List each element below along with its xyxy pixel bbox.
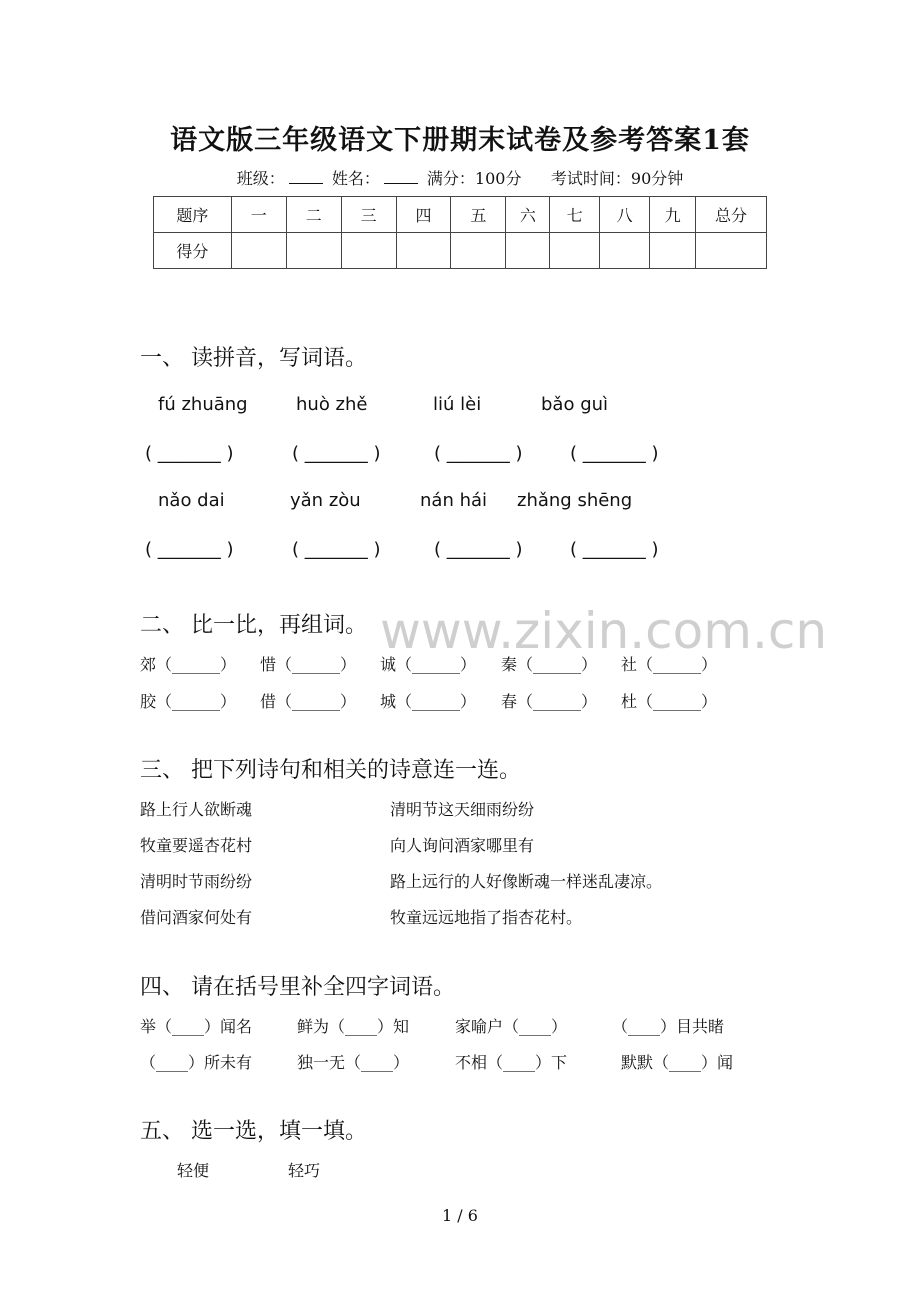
score-cell[interactable]	[550, 233, 600, 269]
header-cell: 九	[650, 197, 696, 233]
score-cell[interactable]	[650, 233, 696, 269]
header-cell: 总分	[696, 197, 767, 233]
score-row	[154, 233, 767, 269]
compare-item[interactable]: 诚（______）	[380, 655, 477, 674]
pinyin-item: zhǎng shēng	[517, 490, 633, 511]
header-cell: 七	[550, 197, 600, 233]
idiom-item[interactable]: 不相（____）下	[455, 1053, 568, 1072]
header-cell: 题序	[154, 197, 232, 233]
score-table	[153, 196, 767, 269]
poem-meaning: 向人询问酒家哪里有	[390, 836, 535, 855]
compare-item[interactable]: 杜（______）	[621, 692, 718, 711]
page-number: 1 / 6	[442, 1206, 478, 1225]
score-cell[interactable]	[600, 233, 650, 269]
name-label: 姓名：	[331, 169, 380, 188]
idiom-item[interactable]: （____）目共睹	[612, 1017, 725, 1036]
compare-item[interactable]: 郊（______）	[140, 655, 237, 674]
score-cell[interactable]	[341, 233, 396, 269]
compare-item[interactable]: 借（______）	[260, 692, 357, 711]
pinyin-item: huò zhě	[296, 394, 368, 415]
idiom-item[interactable]: 独一无（____）	[297, 1053, 410, 1072]
poem-line: 借问酒家何处有	[140, 908, 253, 927]
header-cell: 三	[341, 197, 396, 233]
word-choice: 轻便	[177, 1161, 210, 1180]
compare-item[interactable]: 秦（______）	[501, 655, 598, 674]
poem-meaning: 路上远行的人好像断魂一样迷乱凄凉。	[390, 872, 663, 891]
score-cell[interactable]	[506, 233, 550, 269]
idiom-item[interactable]: 默默（____）闻	[621, 1053, 734, 1072]
score-cell[interactable]	[396, 233, 451, 269]
answer-blank[interactable]: ( _______ )	[570, 539, 659, 560]
header-cell: 一	[231, 197, 286, 233]
answer-blank[interactable]: ( _______ )	[570, 443, 659, 464]
exam-info	[0, 166, 920, 189]
pinyin-item: fú zhuāng	[158, 394, 248, 415]
watermark: www.zixin.com.cn	[380, 602, 828, 660]
poem-line: 牧童要遥杏花村	[140, 836, 253, 855]
header-cell: 四	[396, 197, 451, 233]
compare-item[interactable]: 胶（______）	[140, 692, 237, 711]
score-cell[interactable]	[286, 233, 341, 269]
section5-heading: 五、 选一选，填一填。	[140, 1119, 367, 1144]
word-choice: 轻巧	[288, 1161, 321, 1180]
section3-heading: 三、 把下列诗句和相关的诗意连一连。	[140, 758, 521, 783]
answer-blank[interactable]: ( _______ )	[145, 539, 234, 560]
poem-meaning: 清明节这天细雨纷纷	[390, 800, 535, 819]
compare-item[interactable]: 城（______）	[380, 692, 477, 711]
header-cell: 二	[286, 197, 341, 233]
answer-blank[interactable]: ( _______ )	[145, 443, 234, 464]
poem-line: 路上行人欲断魂	[140, 800, 253, 819]
header-cell: 八	[600, 197, 650, 233]
score-cell[interactable]	[696, 233, 767, 269]
section4-heading: 四、 请在括号里补全四字词语。	[140, 975, 455, 1000]
answer-blank[interactable]: ( _______ )	[434, 443, 523, 464]
answer-blank[interactable]: ( _______ )	[434, 539, 523, 560]
pinyin-item: nǎo dai	[158, 490, 225, 511]
section1-heading: 一、 读拼音，写词语。	[140, 346, 367, 371]
idiom-item[interactable]: 家喻户（____）	[455, 1017, 568, 1036]
score-cell[interactable]	[451, 233, 506, 269]
page-title: 语文版三年级语文下册期末试卷及参考答案1套	[170, 125, 750, 156]
score-header-row	[154, 197, 767, 233]
pinyin-item: yǎn zòu	[290, 490, 361, 511]
name-blank	[384, 169, 418, 184]
compare-item[interactable]: 春（______）	[501, 692, 598, 711]
poem-meaning: 牧童远远地指了指杏花村。	[390, 908, 583, 927]
answer-blank[interactable]: ( _______ )	[292, 539, 381, 560]
pinyin-item: nán hái	[420, 490, 488, 511]
class-blank	[289, 169, 323, 184]
poem-line: 清明时节雨纷纷	[140, 872, 253, 891]
compare-item[interactable]: 惜（______）	[260, 655, 357, 674]
pinyin-item: liú lèi	[433, 394, 482, 415]
score-cell[interactable]	[231, 233, 286, 269]
time-label: 考试时间：90分钟	[550, 169, 684, 188]
class-label: 班级：	[236, 169, 285, 188]
section2-heading: 二、 比一比，再组词。	[140, 613, 367, 638]
header-cell: 五	[451, 197, 506, 233]
pinyin-item: bǎo guì	[541, 394, 609, 415]
idiom-item[interactable]: 鲜为（____）知	[297, 1017, 410, 1036]
answer-blank[interactable]: ( _______ )	[292, 443, 381, 464]
idiom-item[interactable]: 举（____）闻名	[140, 1017, 253, 1036]
score-label: 满分：100分	[426, 169, 522, 188]
header-cell: 六	[506, 197, 550, 233]
idiom-item[interactable]: （____）所未有	[140, 1053, 253, 1072]
score-row-label: 得分	[154, 233, 232, 269]
compare-item[interactable]: 社（______）	[621, 655, 718, 674]
